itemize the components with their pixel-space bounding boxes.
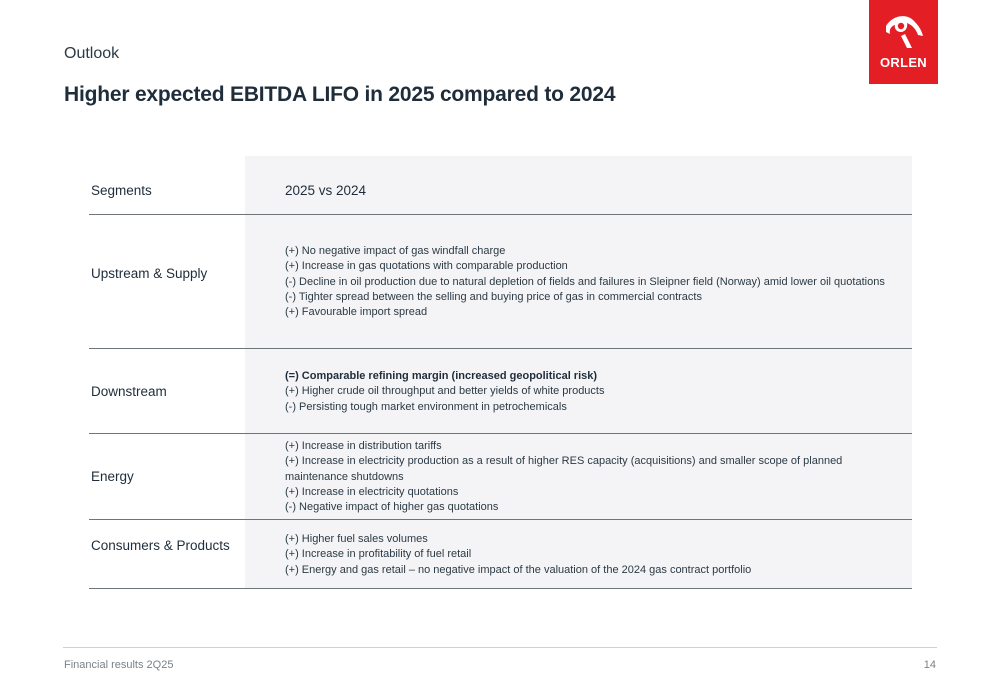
segment-description xyxy=(285,532,885,578)
segment-name: Upstream & Supply xyxy=(91,266,208,281)
description-line: (+) Increase in distribution tariffs xyxy=(285,440,442,452)
description-line: (-) Decline in oil production due to natural depletion of fields and failures in Sleipner field (Norway) amid lower oil quotations xyxy=(285,275,885,288)
orlen-logo xyxy=(869,0,938,84)
table-row xyxy=(89,215,912,349)
segment-name: Energy xyxy=(91,469,134,484)
segment-name: Downstream xyxy=(91,384,167,399)
section-label: Outlook xyxy=(64,45,120,62)
description-line: (+) Higher crude oil throughput and better yields of white products xyxy=(285,385,605,398)
description-line: (+) Higher fuel sales volumes xyxy=(285,533,428,545)
description-line: (+) Energy and gas retail – no negative impact of the valuation of the 2024 gas contract portfolio xyxy=(285,563,752,576)
description-line: (+) Favourable import spread xyxy=(285,306,428,319)
table-row xyxy=(89,434,912,520)
logo-text: ORLEN xyxy=(880,55,927,70)
description-line: (+) Increase in profitability of fuel retail xyxy=(285,548,472,561)
segment-description xyxy=(285,369,885,415)
segment-name: Consumers & Products xyxy=(91,538,230,553)
table-header-row xyxy=(89,156,912,215)
description-line: (+) Increase in gas quotations with comparable production xyxy=(285,260,568,273)
footer-text: Financial results 2Q25 xyxy=(64,659,174,671)
orlen-eagle-icon xyxy=(883,12,925,50)
description-line: (=) Comparable refining margin (increased geopolitical risk) xyxy=(285,370,598,382)
header-comparison: 2025 vs 2024 xyxy=(285,183,367,198)
page-number: 14 xyxy=(923,659,936,671)
table-row xyxy=(89,349,912,434)
table-row xyxy=(89,520,912,589)
footer-divider xyxy=(63,647,937,648)
segment-description xyxy=(285,439,885,515)
description-line: (+) No negative impact of gas windfall charge xyxy=(285,245,506,257)
description-line: (+) Increase in electricity quotations xyxy=(285,485,459,498)
description-line: (-) Tighter spread between the selling and buying price of gas in commercial contracts xyxy=(285,290,702,303)
description-line: (+) Increase in electricity production as a result of higher RES capacity (acquisitions) and smaller scope of planned maintenance shutdowns xyxy=(285,455,843,483)
segment-description xyxy=(285,244,885,320)
description-line: (-) Persisting tough market environment in petrochemicals xyxy=(285,400,567,413)
header-segments: Segments xyxy=(91,183,152,198)
description-line: (-) Negative impact of higher gas quotations xyxy=(285,501,499,514)
page-title: Higher expected EBITDA LIFO in 2025 compared to 2024 xyxy=(64,83,616,106)
